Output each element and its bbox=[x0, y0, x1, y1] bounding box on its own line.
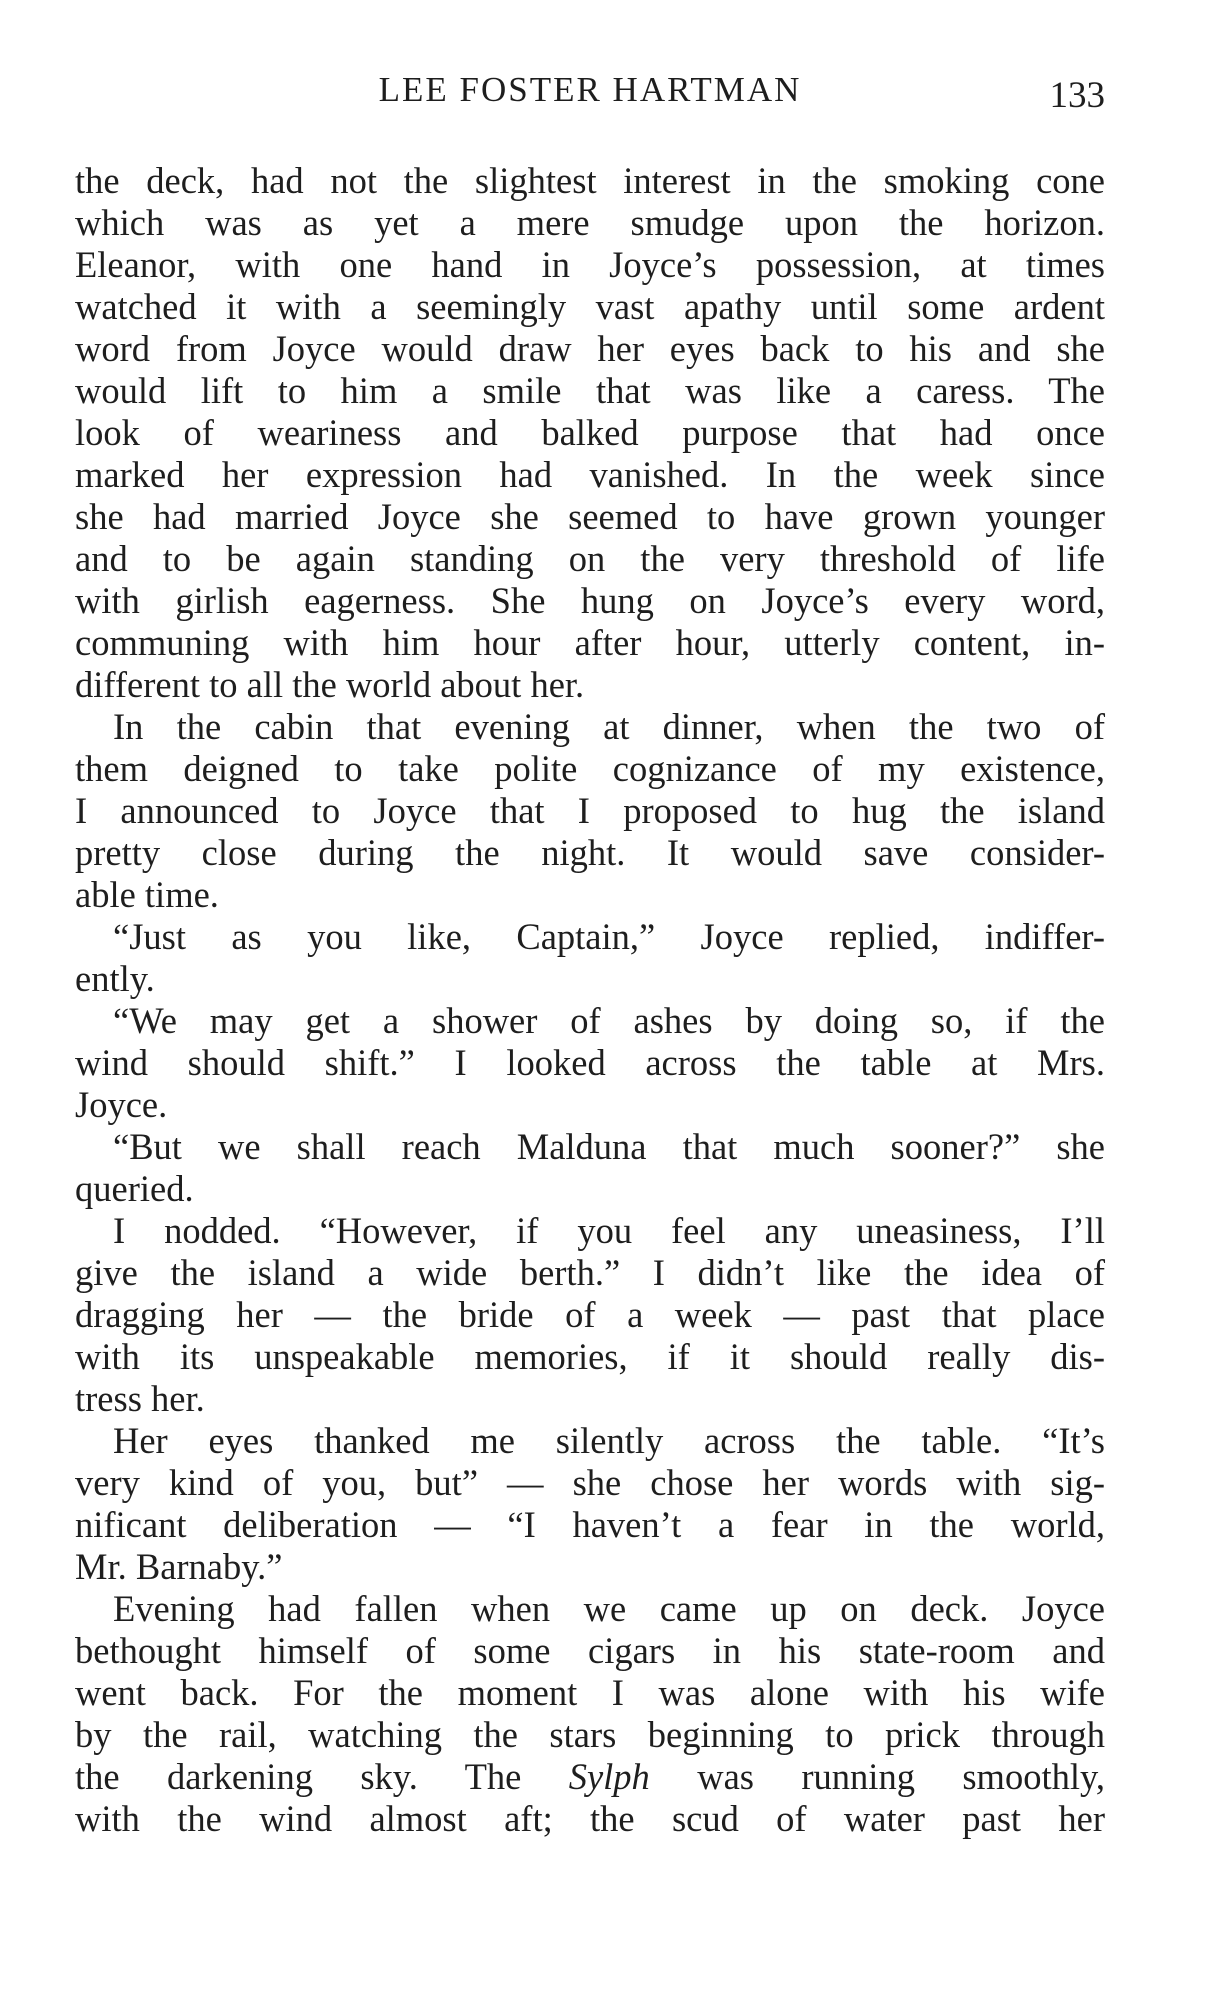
text-line: which was as yet a mere smudge upon the horizon. bbox=[75, 202, 1105, 243]
text-line: tress her. bbox=[75, 1378, 205, 1419]
text-line: “We may get a shower of ashes by doing so, if the bbox=[113, 1000, 1105, 1041]
text-line: “Just as you like, Captain,” Joyce replied, indiffer- bbox=[113, 916, 1105, 957]
text-line: nificant deliberation — “I haven’t a fear in the world, bbox=[75, 1504, 1105, 1545]
text-line: wind should shift.” I looked across the table at Mrs. bbox=[75, 1042, 1105, 1083]
text-line: went back. For the moment I was alone with his wife bbox=[75, 1672, 1105, 1713]
text-line: give the island a wide berth.” I didn’t like the idea of bbox=[75, 1252, 1105, 1293]
text-line: “But we shall reach Malduna that much sooner?” she bbox=[113, 1126, 1105, 1167]
text-line: them deigned to take polite cognizance of my existence, bbox=[75, 748, 1105, 789]
text-line: and to be again standing on the very threshold of life bbox=[75, 538, 1105, 579]
running-head bbox=[75, 70, 1105, 120]
text-line: I announced to Joyce that I proposed to hug the island bbox=[75, 790, 1105, 831]
text-line: by the rail, watching the stars beginning to prick through bbox=[75, 1714, 1105, 1755]
text-line: ently. bbox=[75, 958, 155, 999]
text-line: marked her expression had vanished. In the week since bbox=[75, 454, 1105, 495]
text-line: queried. bbox=[75, 1168, 194, 1209]
text-line: Eleanor, with one hand in Joyce’s possession, at times bbox=[75, 244, 1105, 285]
page-number: 133 bbox=[1049, 75, 1105, 116]
text-line: look of weariness and balked purpose that had once bbox=[75, 412, 1105, 453]
text-line: very kind of you, but” — she chose her words with sig- bbox=[75, 1462, 1105, 1503]
text-line: bethought himself of some cigars in his state-room and bbox=[75, 1630, 1105, 1671]
text-line: Evening had fallen when we came up on deck. Joyce bbox=[113, 1588, 1105, 1629]
text-line: In the cabin that evening at dinner, when the two of bbox=[113, 706, 1105, 747]
text-line: Her eyes thanked me silently across the table. “It’s bbox=[113, 1420, 1105, 1461]
text-line: with its unspeakable memories, if it should really dis- bbox=[75, 1336, 1105, 1377]
text-line: with girlish eagerness. She hung on Joyce’s every word, bbox=[75, 580, 1105, 621]
text-line: word from Joyce would draw her eyes back to his and she bbox=[75, 328, 1105, 369]
body-text bbox=[75, 160, 1105, 1840]
text-line: Joyce. bbox=[75, 1084, 168, 1125]
text-line: able time. bbox=[75, 874, 219, 915]
text-line: I nodded. “However, if you feel any uneasiness, I’ll bbox=[113, 1210, 1105, 1251]
text-line: different to all the world about her. bbox=[75, 664, 585, 705]
text-line: would lift to him a smile that was like a caress. The bbox=[75, 370, 1105, 411]
text-line: communing with him hour after hour, utterly content, in- bbox=[75, 622, 1105, 663]
text-line: dragging her — the bride of a week — past that place bbox=[75, 1294, 1105, 1335]
text-line: pretty close during the night. It would save consider- bbox=[75, 832, 1105, 873]
text-line: the darkening sky. The Sylph was running smoothly, bbox=[75, 1756, 1105, 1797]
text-line: watched it with a seemingly vast apathy until some ardent bbox=[75, 286, 1105, 327]
text-line: the deck, had not the slightest interest in the smoking cone bbox=[75, 160, 1105, 201]
text-line: with the wind almost aft; the scud of water past her bbox=[75, 1798, 1105, 1839]
text-line: Mr. Barnaby.” bbox=[75, 1546, 283, 1587]
running-title: LEE FOSTER HARTMAN bbox=[378, 70, 802, 109]
text-line: she had married Joyce she seemed to have grown younger bbox=[75, 496, 1105, 537]
